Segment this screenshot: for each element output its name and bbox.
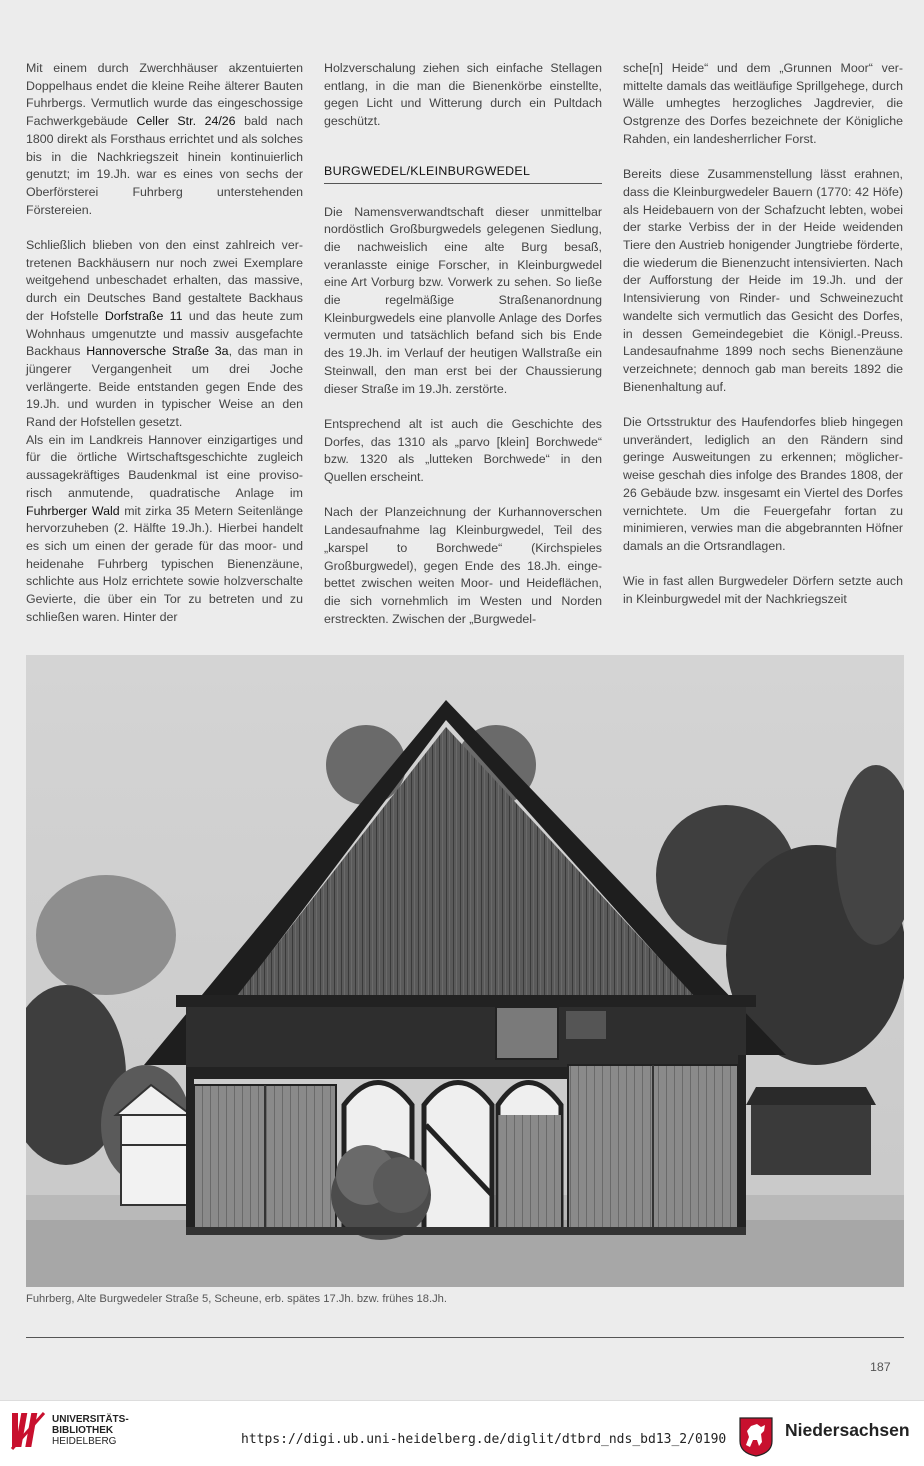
library-line: UNIVERSITÄTS- <box>52 1414 129 1425</box>
text-run: Schließlich blieben von den einst zahlreich vertretenen Backhäusern nur noch zwei Exemplare weitgehend unbeschadet erhalten, das massive, durch ein Deutsches Band gestaltete Backhaus der Hofstelle <box>26 238 303 323</box>
paragraph <box>26 432 303 627</box>
permalink-url[interactable]: https://digi.ub.uni-heidelberg.de/diglit/dtbrd_nds_bd13_2/0190 <box>241 1432 727 1447</box>
state-name[interactable]: Niedersachsen <box>785 1420 910 1440</box>
paragraph: Nach der Planzeichnung der Kurhannoverschen Landesaufnahme lag Kleinburgwedel, Teil des „karspel to Borchwede“ (Kirchspieles Großburgwedel), gegen Ende des 18.Jh. eingebettet zwischen weiten Moor- und Heideflächen, die sich vornehmlich im Westen und Norden erstreckten. Zwischen der „Burgwedel- <box>324 505 602 626</box>
section-heading: BURGWEDEL/KLEINBURGWEDEL <box>324 163 602 184</box>
text-run: Als ein im Landkreis Hannover einzigartiges und für die örtliche Wirtschaftsgeschichte zugleich aussagekräftiges Baudenkmal ist eine provisorisch anmutende, quadratische Anlage im <box>26 432 303 500</box>
university-library-name[interactable] <box>52 1414 129 1447</box>
address-highlight: Hannoversche Straße 3a <box>86 344 229 359</box>
paragraph: Bereits diese Zusammenstellung lässt erahnen, dass die Kleinburgwedeler Bauern (1770: 42 Höfe) als Heidebauern von der Schafzucht lebten, wobei der starke Verbiss der in der Heide weidenden Tiere den Austrieb honigender Jungtriebe förderte, die wiederum die Bienenzucht intensivierten. Nach der Aufforstung der Heide im 19.Jh. und der Intensivierung von Rinder- und Schweinezucht wandelte sich vermutlich das Gesicht des Dorfes, in dessen Gemeindegebiet die Königl.-Preuss. Landesaufnahme 1899 noch sechs Bienenzäune verzeichnete; dennoch gab man bereits 1892 die Bienenhaltung auf. <box>623 167 903 394</box>
library-line: BIBLIOTHEK <box>52 1425 114 1436</box>
footer-rule <box>26 1337 904 1338</box>
figure-caption: Fuhrberg, Alte Burgwedeler Straße 5, Scheune, erb. spätes 17.Jh. bzw. frühes 18.Jh. <box>26 1293 448 1305</box>
barn-photograph <box>26 655 904 1287</box>
text-run: bald nach 1800 direkt als Forsthaus errichtet und als solches bis in die Nachkriegszeit hinein kontinuierlich genutzt; im 19.Jh. war es eines von sechs der Oberförsterei Fuhrberg unterstehenden Förstereien. <box>26 114 303 217</box>
page-number: 187 <box>870 1360 891 1374</box>
paragraph <box>26 237 303 432</box>
paragraph: Wie in fast allen Burgwedeler Dörfern setzte auch in Kleinburgwedel mit der Nachkriegszeit <box>623 574 903 607</box>
library-line: HEIDELBERG <box>52 1436 117 1447</box>
text-run: mit zirka 35 Metern Seitenlänge hervorzuheben (2. Hälfte 19.Jh.). Hierbei handelt es sich um einen der gerade für das moor- und heidenahe Fuhrberg typischen Bienenzäune, schlichte aus Holz errichtete sowie holzverschalte Gevierte, die über ein Tor zu betreten und zu schließen waren. Hinter der <box>26 503 303 624</box>
text-column-2 <box>324 60 602 646</box>
text-run: , das man in jüngerer Vergangenheit um drei Joche verlängerte. Beide entstanden gegen Ende des 19.Jh. und wurden in typischer Weise an den Rand der Hofstellen gesetzt. <box>26 344 304 430</box>
paragraph: Holzverschalung ziehen sich einfache Stellagen entlang, in die man die Bienenkörbe einstellte, gegen Licht und Witterung durch ein Pultdach geschützt. <box>324 61 602 129</box>
viewer-footer <box>0 1400 924 1466</box>
paragraph: Entsprechend alt ist auch die Geschichte des Dorfes, das 1310 als „parvo [klein] Borchwede“ bzw. 1320 als „lutteken Borchwede“ in den Quellen erscheint. <box>324 416 602 485</box>
address-highlight: Celler Str. 24/26 <box>136 114 236 129</box>
paragraph <box>26 60 303 219</box>
address-highlight: Fuhrberger Wald <box>26 503 120 518</box>
paragraph: Die Ortsstruktur des Haufendorfes blieb hingegen unverändert, lediglich an den Rändern sind geringe Ausweitungen zu erkennen; möglicherweise geschah dies infolge des Brandes 1808, der 26 Gebäude bzw. insgesamt ein Viertel des Dorfes vernichtete. Um die Feuergefahr fortan zu minimieren, verwies man die abgebrannten Höfner damals an die Ortsrandlagen. <box>623 415 903 553</box>
paragraph: Die Namensverwandtschaft dieser unmittelbar nordöstlich Großburgwedels gelegenen Siedlung, die nachweislich eine alte Burg besaß, veranlasste einige Forscher, in Kleinburgwedel eine Art Vorburg bzw. Vorwerk zu sehen. So ließe die regelmäßige Straßenanordnung Kleinburgwedels eine planvolle Anlage des Dorfes vermuten und tatsächlich befand sich bis Ende des 19.Jh. im Verlauf der heutigen Wallstraße ein Steinwall, den man erst bei der Chaussierung dieser Straße im 19.Jh. zerstörte. <box>324 204 602 396</box>
niedersachsen-horse-icon[interactable] <box>737 1415 775 1457</box>
text-column-3 <box>623 60 903 626</box>
paragraph: sche[n] Heide“ und dem „Grunnen Moor“ vermittelte damals das weitläufige Sprillgehege, durch Wälle umhegtes herzogliches Jagdrevier, die Ostgrenze des Dorfes bezeichnete der Königliche Rahden, ein landesherrlicher Forst. <box>623 61 903 146</box>
address-highlight: Dorfstraße 11 <box>104 308 183 323</box>
text-column-1 <box>26 60 303 644</box>
text-run: Mit einem durch Zwerchhäuser akzentuierten Doppelhaus endet die kleine Reihe älterer Bauten Fuhrbergs. Vermutlich wurde das eingeschossige Fachwerkgebäude <box>26 61 303 129</box>
university-library-logo-icon[interactable] <box>10 1409 48 1451</box>
text-run: und das heute zum Wohnhaus umgenutzte und massiv ausgefachte Backhaus <box>26 308 303 359</box>
